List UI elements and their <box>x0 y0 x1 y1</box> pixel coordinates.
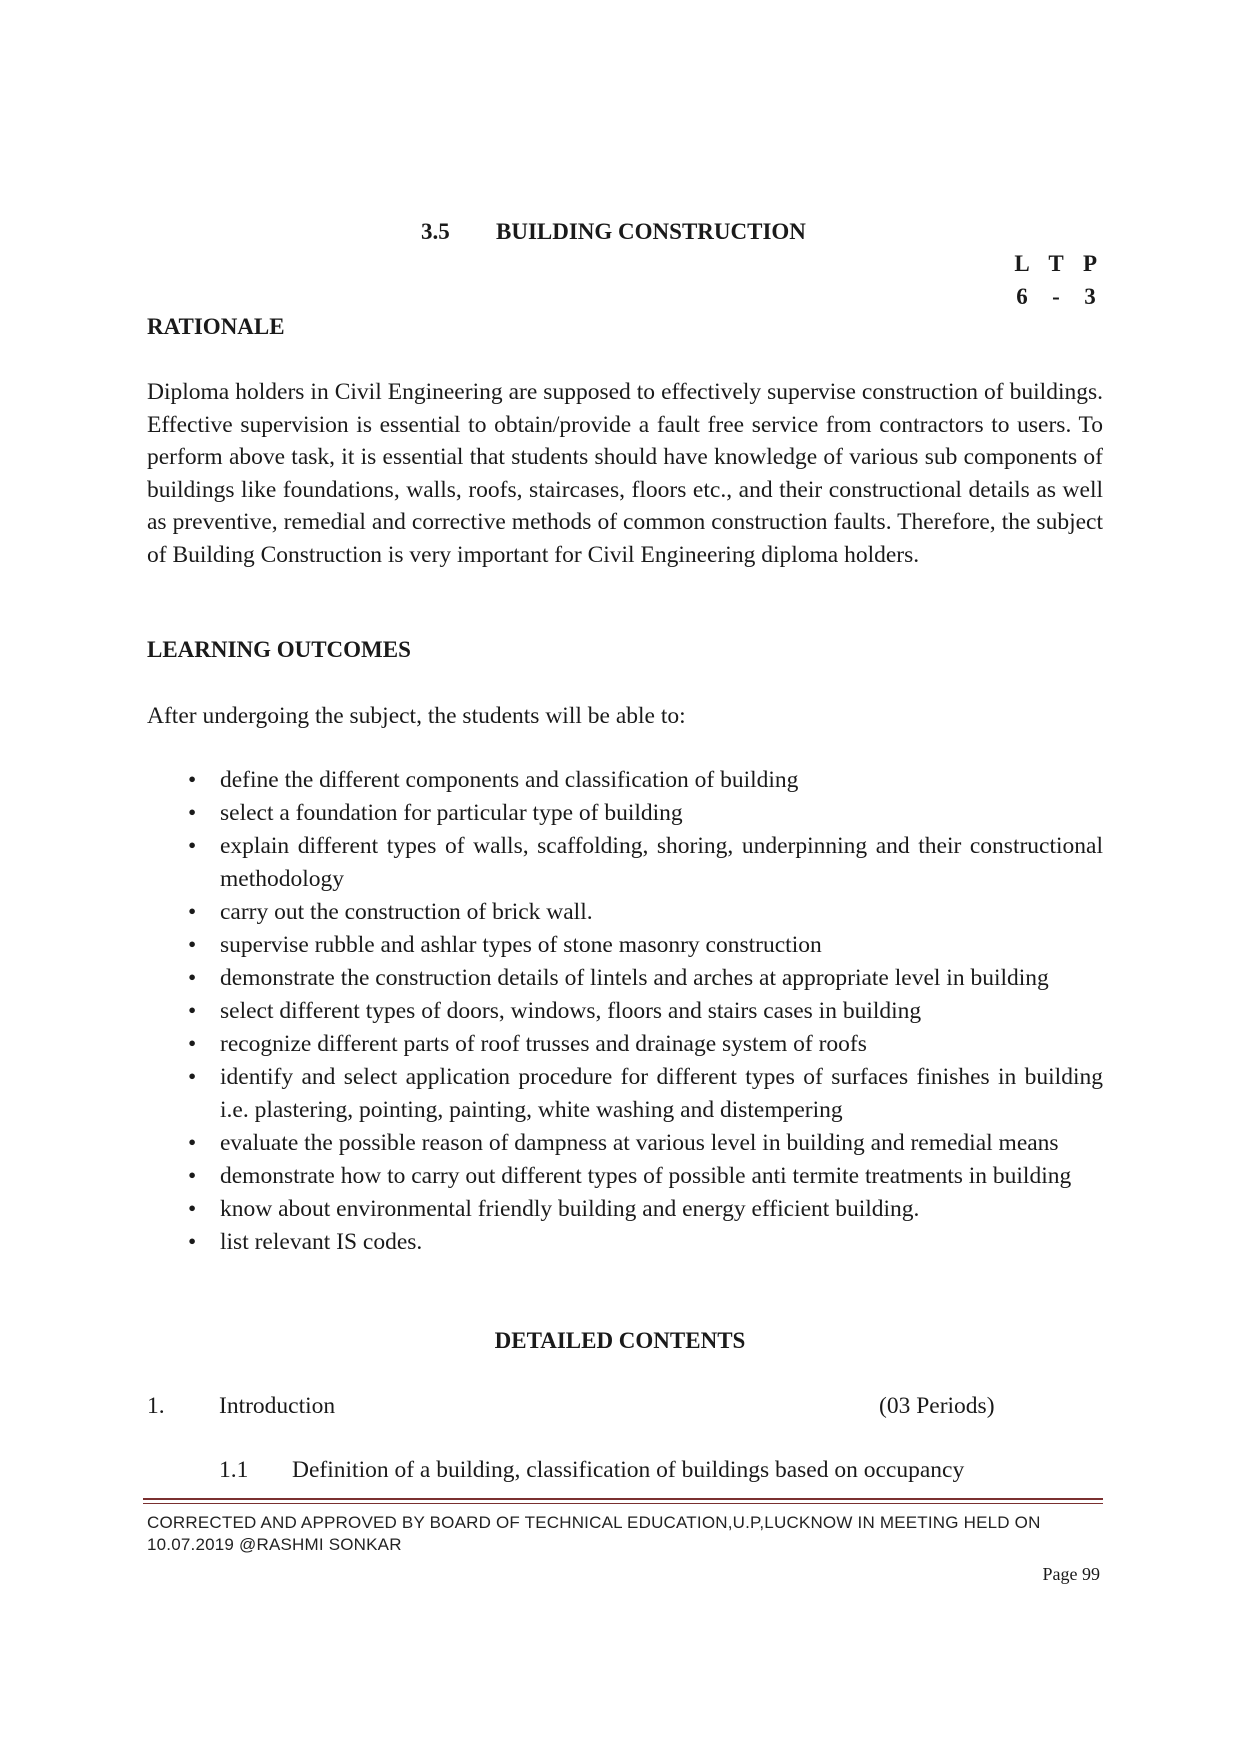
footer-rule <box>143 1498 1103 1500</box>
ltp-values <box>1010 284 1102 310</box>
ltp-value-l: 6 <box>1016 284 1028 309</box>
ltp-label-t: T <box>1048 251 1064 276</box>
ltp-labels <box>1010 251 1102 277</box>
rationale-text: Diploma holders in Civil Engineering are supposed to effectively supervise construction of buildings. Effective supervision is essential to obtain/provide a fault free service from contractors to users. To perform above task, it is essential that students should have knowledge of various sub components of buildings like foundations, walls, roofs, staircases, floors etc., and their constructional details as well as preventive, remedial and corrective methods of common construction faults. Therefore, the subject of Building Construction is very important for Civil Engineering diploma holders. <box>147 379 1103 568</box>
learning-outcomes-heading: LEARNING OUTCOMES <box>147 637 411 662</box>
footer-line-1: CORRECTED AND APPROVED BY BOARD OF TECHNICAL EDUCATION,U.P,LUCKNOW IN MEETING HELD ON <box>147 1513 1041 1532</box>
list-item: • supervise rubble and ashlar types of stone masonry construction <box>170 929 1103 962</box>
list-item: • select different types of doors, windows, floors and stairs cases in building <box>170 995 1103 1028</box>
footer-line-2: 10.07.2019 @RASHMI SONKAR <box>147 1535 402 1554</box>
list-item: • know about environmental friendly building and energy efficient building. <box>170 1193 1103 1226</box>
learning-outcomes-list <box>170 764 1103 1259</box>
list-item: • identify and select application procedure for different types of surfaces finishes in building i.e. plastering, pointing, painting, white washing and distempering <box>170 1061 1103 1127</box>
unit-title: Introduction <box>219 1393 336 1419</box>
page-number: Page 99 <box>1042 1564 1100 1584</box>
ltp-label-l: L <box>1014 251 1030 276</box>
list-item: • demonstrate the construction details of lintels and arches at appropriate level in building <box>170 962 1103 995</box>
learning-outcomes-intro: After undergoing the subject, the students will be able to: <box>147 703 686 729</box>
sub-item-text: Definition of a building, classification of buildings based on occupancy <box>292 1457 965 1483</box>
list-item: • demonstrate how to carry out different types of possible anti termite treatments in building <box>170 1160 1103 1193</box>
list-item: • list relevant IS codes. <box>170 1226 1103 1259</box>
footer-note <box>147 1512 1103 1556</box>
section-number: 3.5 <box>421 219 450 244</box>
list-item: • carry out the construction of brick wall. <box>170 896 1103 929</box>
sub-item-number: 1.1 <box>219 1457 249 1483</box>
rationale-heading: RATIONALE <box>147 314 285 339</box>
ltp-value-t: - <box>1052 284 1060 309</box>
list-item: • select a foundation for particular type of building <box>170 797 1103 830</box>
list-item: • recognize different parts of roof trusses and drainage system of roofs <box>170 1028 1103 1061</box>
section-title-text: BUILDING CONSTRUCTION <box>496 219 806 244</box>
list-item: • explain different types of walls, scaffolding, shoring, underpinning and their constructional methodology <box>170 830 1103 896</box>
list-item: • evaluate the possible reason of dampness at various level in building and remedial means <box>170 1127 1103 1160</box>
footer-rule-thin <box>143 1503 1103 1504</box>
detailed-contents-heading: DETAILED CONTENTS <box>494 1328 746 1353</box>
ltp-label-p: P <box>1082 251 1098 276</box>
unit-periods: (03 Periods) <box>879 1393 995 1419</box>
list-item: • define the different components and classification of building <box>170 764 1103 797</box>
ltp-value-p: 3 <box>1084 284 1096 309</box>
unit-number: 1. <box>147 1393 165 1419</box>
